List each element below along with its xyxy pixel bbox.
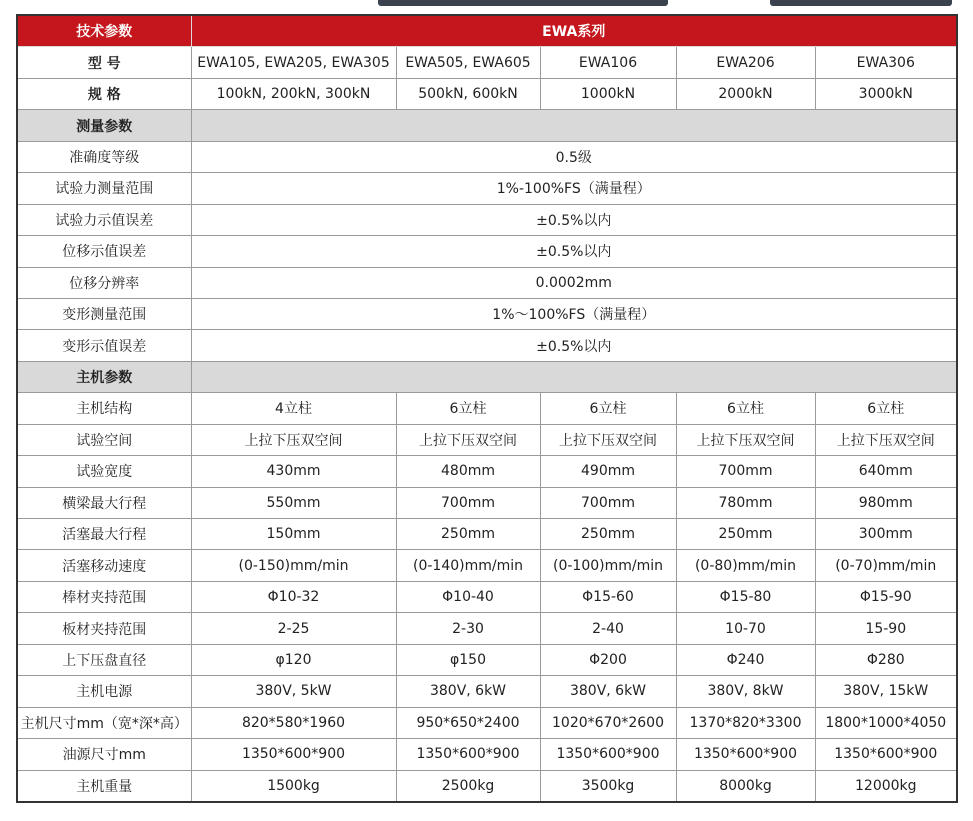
row-label: 试验力测量范围	[17, 173, 191, 204]
table-row	[17, 739, 957, 770]
merged-value-cell: ±0.5%以内	[191, 204, 957, 235]
top-decoration-bar	[378, 0, 668, 6]
value-cell: Φ240	[676, 644, 815, 675]
value-cell: 380V, 8kW	[676, 676, 815, 707]
value-cell: 1370*820*3300	[676, 707, 815, 738]
value-cell: 2-30	[396, 613, 540, 644]
value-cell: 700mm	[396, 487, 540, 518]
table-row	[17, 581, 957, 612]
value-cell: 640mm	[815, 456, 957, 487]
top-decoration-bar	[770, 0, 952, 6]
row-label: 准确度等级	[17, 141, 191, 172]
value-cell: 上拉下压双空间	[540, 424, 676, 455]
value-cell: 250mm	[396, 519, 540, 550]
value-cell: φ150	[396, 644, 540, 675]
value-cell: 1350*600*900	[676, 739, 815, 770]
table-row	[17, 487, 957, 518]
table-row	[17, 424, 957, 455]
merged-value-cell: ±0.5%以内	[191, 330, 957, 361]
row-label: 位移分辨率	[17, 267, 191, 298]
value-cell: 上拉下压双空间	[396, 424, 540, 455]
value-cell: 6立柱	[396, 393, 540, 424]
row-label: 规 格	[17, 78, 191, 109]
value-cell: 300mm	[815, 519, 957, 550]
merged-value-cell: 1%-100%FS（满量程）	[191, 173, 957, 204]
model-row	[17, 47, 957, 78]
row-label: 主机重量	[17, 770, 191, 802]
row-label: 棒材夹持范围	[17, 581, 191, 612]
row-label: 位移示值误差	[17, 236, 191, 267]
value-cell: 700mm	[676, 456, 815, 487]
value-cell: 380V, 15kW	[815, 676, 957, 707]
row-label: 横梁最大行程	[17, 487, 191, 518]
value-cell: 550mm	[191, 487, 396, 518]
row-label: 活塞最大行程	[17, 519, 191, 550]
value-cell: 1800*1000*4050	[815, 707, 957, 738]
value-cell: 4立柱	[191, 393, 396, 424]
table-row	[17, 141, 957, 172]
section-title: 测量参数	[17, 110, 191, 141]
merged-value-cell: 0.0002mm	[191, 267, 957, 298]
section-title: 主机参数	[17, 361, 191, 392]
table-row	[17, 613, 957, 644]
value-cell: 1350*600*900	[396, 739, 540, 770]
value-cell: 700mm	[540, 487, 676, 518]
model-cell: EWA106	[540, 47, 676, 78]
row-label: 试验力示值误差	[17, 204, 191, 235]
value-cell: 6立柱	[676, 393, 815, 424]
row-label: 主机电源	[17, 676, 191, 707]
value-cell: Φ15-80	[676, 581, 815, 612]
value-cell: 1350*600*900	[540, 739, 676, 770]
value-cell: 480mm	[396, 456, 540, 487]
table-row	[17, 707, 957, 738]
header-label: 技术参数	[17, 15, 191, 47]
value-cell: 380V, 5kW	[191, 676, 396, 707]
model-cell: EWA105, EWA205, EWA305	[191, 47, 396, 78]
spec-cell: 100kN, 200kN, 300kN	[191, 78, 396, 109]
row-label: 型 号	[17, 47, 191, 78]
value-cell: φ120	[191, 644, 396, 675]
table-row	[17, 204, 957, 235]
spec-cell: 3000kN	[815, 78, 957, 109]
table-row	[17, 644, 957, 675]
row-label: 变形测量范围	[17, 298, 191, 329]
spec-cell: 500kN, 600kN	[396, 78, 540, 109]
value-cell: Φ15-60	[540, 581, 676, 612]
value-cell: 1500kg	[191, 770, 396, 802]
value-cell: 1350*600*900	[815, 739, 957, 770]
table-row	[17, 236, 957, 267]
merged-value-cell: 0.5级	[191, 141, 957, 172]
value-cell: (0-150)mm/min	[191, 550, 396, 581]
value-cell: 150mm	[191, 519, 396, 550]
section-measure	[17, 110, 957, 141]
value-cell: 820*580*1960	[191, 707, 396, 738]
section-main	[17, 361, 957, 392]
value-cell: 380V, 6kW	[396, 676, 540, 707]
series-title: EWA系列	[191, 15, 957, 47]
value-cell: 1020*670*2600	[540, 707, 676, 738]
value-cell: (0-140)mm/min	[396, 550, 540, 581]
value-cell: (0-100)mm/min	[540, 550, 676, 581]
value-cell: 6立柱	[540, 393, 676, 424]
value-cell: 380V, 6kW	[540, 676, 676, 707]
row-label: 上下压盘直径	[17, 644, 191, 675]
value-cell: 250mm	[540, 519, 676, 550]
section-filler	[191, 361, 957, 392]
merged-value-cell: ±0.5%以内	[191, 236, 957, 267]
value-cell: 780mm	[676, 487, 815, 518]
spec-table	[16, 14, 958, 803]
value-cell: 2-40	[540, 613, 676, 644]
value-cell: 15-90	[815, 613, 957, 644]
value-cell: 2500kg	[396, 770, 540, 802]
spec-cell: 2000kN	[676, 78, 815, 109]
value-cell: 3500kg	[540, 770, 676, 802]
row-label: 油源尺寸mm	[17, 739, 191, 770]
row-label: 试验空间	[17, 424, 191, 455]
model-cell: EWA505, EWA605	[396, 47, 540, 78]
section-filler	[191, 110, 957, 141]
spec-cell: 1000kN	[540, 78, 676, 109]
value-cell: Φ280	[815, 644, 957, 675]
table-row	[17, 770, 957, 802]
table-row	[17, 519, 957, 550]
value-cell: Φ200	[540, 644, 676, 675]
header-row	[17, 15, 957, 47]
table-row	[17, 173, 957, 204]
value-cell: 10-70	[676, 613, 815, 644]
merged-value-cell: 1%～100%FS（满量程）	[191, 298, 957, 329]
row-label: 变形示值误差	[17, 330, 191, 361]
model-cell: EWA306	[815, 47, 957, 78]
row-label: 板材夹持范围	[17, 613, 191, 644]
value-cell: 950*650*2400	[396, 707, 540, 738]
value-cell: 250mm	[676, 519, 815, 550]
value-cell: Φ15-90	[815, 581, 957, 612]
table-row	[17, 267, 957, 298]
row-label: 试验宽度	[17, 456, 191, 487]
value-cell: 上拉下压双空间	[191, 424, 396, 455]
value-cell: 2-25	[191, 613, 396, 644]
value-cell: Φ10-32	[191, 581, 396, 612]
value-cell: 430mm	[191, 456, 396, 487]
row-label: 活塞移动速度	[17, 550, 191, 581]
value-cell: 上拉下压双空间	[676, 424, 815, 455]
table-row	[17, 330, 957, 361]
row-label: 主机结构	[17, 393, 191, 424]
value-cell: (0-70)mm/min	[815, 550, 957, 581]
row-label: 主机尺寸mm（宽*深*高）	[17, 707, 191, 738]
table-row	[17, 298, 957, 329]
table-row	[17, 393, 957, 424]
value-cell: 12000kg	[815, 770, 957, 802]
table-row	[17, 456, 957, 487]
value-cell: 1350*600*900	[191, 739, 396, 770]
table-row	[17, 550, 957, 581]
model-cell: EWA206	[676, 47, 815, 78]
value-cell: 8000kg	[676, 770, 815, 802]
value-cell: 上拉下压双空间	[815, 424, 957, 455]
value-cell: 490mm	[540, 456, 676, 487]
table-row	[17, 676, 957, 707]
spec-row	[17, 78, 957, 109]
value-cell: Φ10-40	[396, 581, 540, 612]
value-cell: (0-80)mm/min	[676, 550, 815, 581]
value-cell: 980mm	[815, 487, 957, 518]
value-cell: 6立柱	[815, 393, 957, 424]
